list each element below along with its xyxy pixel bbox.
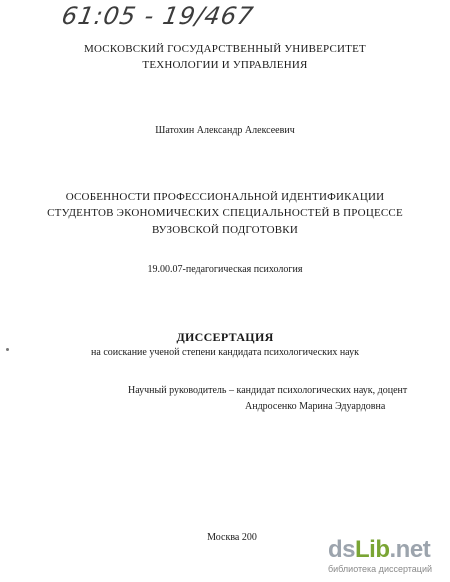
handwritten-catalog-code: 61:05 - 19/467: [59, 2, 256, 30]
thesis-title-line1: ОСОБЕННОСТИ ПРОФЕССИОНАЛЬНОЙ ИДЕНТИФИКАЦИИ: [65, 191, 385, 203]
degree-line: на соискание ученой степени кандидата психологических наук: [91, 347, 359, 358]
document-type: ДИССЕРТАЦИЯ: [176, 330, 274, 344]
thesis-title-line2: СТУДЕНТОВ ЭКОНОМИЧЕСКИХ СПЕЦИАЛЬНОСТЕЙ В ПРОЦЕССЕ: [47, 207, 403, 219]
watermark-subtitle: библиотека диссертаций: [328, 564, 433, 574]
thesis-title-line3: ВУЗОВСКОЙ ПОДГОТОВКИ: [152, 224, 298, 236]
dslib-logo: dsLib.net: [328, 536, 431, 563]
supervisor-label: Научный руководитель – кандидат психологических наук, доцент: [128, 385, 408, 396]
university-name-line2: ТЕХНОЛОГИИ И УПРАВЛЕНИЯ: [142, 59, 308, 71]
scan-mark: [6, 348, 9, 351]
supervisor-name: Андросенко Марина Эдуардовна: [245, 401, 386, 412]
university-name-line1: МОСКОВСКИЙ ГОСУДАРСТВЕННЫЙ УНИВЕРСИТЕТ: [84, 43, 366, 55]
specialty-code: 19.00.07-педагогическая психология: [147, 264, 303, 275]
place-and-year: Москва 200: [207, 532, 257, 543]
author-name: Шатохин Александр Алексеевич: [155, 125, 295, 136]
dslib-watermark[interactable]: [328, 536, 444, 576]
